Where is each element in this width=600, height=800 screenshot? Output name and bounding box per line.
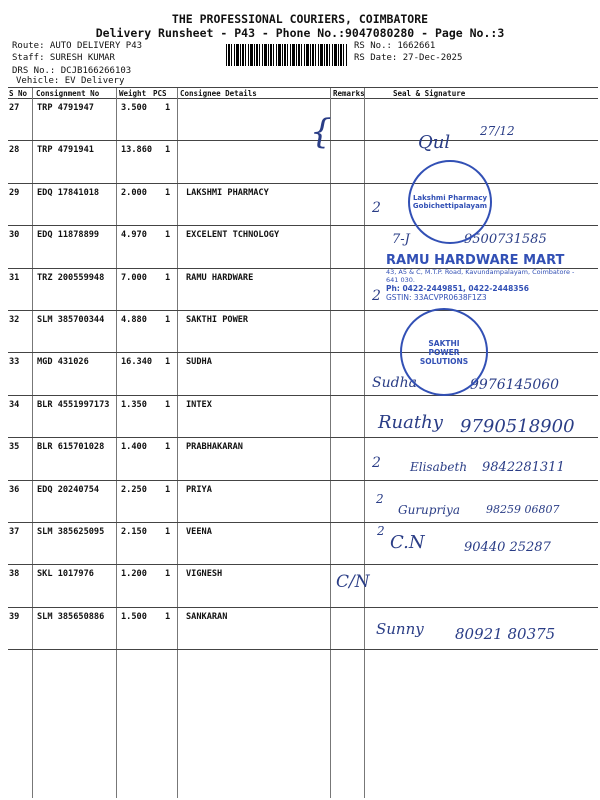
row-sno: 27 <box>9 103 20 113</box>
row-consignee: PRABHAKARAN <box>186 442 243 453</box>
row-sno: 34 <box>9 399 20 410</box>
row-pcs: 1 <box>165 145 171 156</box>
row-weight: 4.970 <box>121 230 147 241</box>
row-weight: 13.860 <box>121 145 153 156</box>
col-pcs: PCS <box>153 89 167 98</box>
ramu-stamp-address: 43, A5 & C, M.T.P. Road, Kavundampalayam, Coimbatore - 641 030. <box>386 268 575 284</box>
row-pcs: 1 <box>165 272 171 283</box>
row-sno: 32 <box>9 315 20 325</box>
row-sno: 38 <box>9 569 20 580</box>
row-divider <box>8 607 598 608</box>
handwritten-mark: 2 <box>372 455 381 471</box>
handwritten-phone-36: 98259 06807 <box>486 503 560 516</box>
ramu-stamp-name: RAMU HARDWARE MART <box>386 253 565 268</box>
handwritten-mark: 2 <box>377 524 385 538</box>
rs-number: RS No.: 1662661 <box>354 41 436 51</box>
row-consignee: VIGNESH <box>186 569 223 580</box>
row-divider <box>8 395 598 396</box>
row-weight: 1.500 <box>121 611 147 622</box>
row-sno: 30 <box>9 230 20 241</box>
col-weight: Weight <box>119 89 147 98</box>
signature-39: Sunny <box>376 620 424 638</box>
row-sno: 31 <box>9 272 20 283</box>
row-consignment: EDQ 20240754 <box>37 484 100 495</box>
row-consignment: BLR 4551997173 <box>37 399 110 410</box>
drs-number: DRS No.: DCJB166266103 <box>12 66 132 76</box>
handwritten-mark: 2 <box>372 288 381 304</box>
handwritten-phone-33: 9976145060 <box>470 377 560 393</box>
row-weight: 4.880 <box>121 315 147 325</box>
col-remarks: Remarks <box>333 89 365 98</box>
route-label: Route: AUTO DELIVERY P43 <box>12 41 143 51</box>
row-pcs: 1 <box>165 187 171 198</box>
row-divider <box>8 140 598 141</box>
signature-30: 7-J <box>392 232 410 247</box>
row-consignee: SANKARAN <box>186 611 228 622</box>
row-consignment: SLM 385650886 <box>37 611 105 622</box>
row-sno: 35 <box>9 442 20 453</box>
handwritten-phone-30: 9500731585 <box>464 232 547 247</box>
sakthi-power-stamp <box>400 308 488 396</box>
row-weight: 3.500 <box>121 103 147 113</box>
col-seal: Seal & Signature <box>393 89 466 98</box>
column-divider <box>177 88 178 798</box>
row-consignment: MGD 431026 <box>37 357 89 368</box>
row-weight: 1.200 <box>121 569 147 580</box>
row-pcs: 1 <box>165 399 171 410</box>
row-weight: 2.150 <box>121 527 147 537</box>
row-weight: 2.000 <box>121 187 147 198</box>
row-weight: 2.250 <box>121 484 147 495</box>
handwritten-date: 27/12 <box>480 124 515 138</box>
staff-label: Staff: SURESH KUMAR <box>12 53 115 63</box>
row-consignee: EXCELENT TCHNOLOGY <box>186 230 280 241</box>
row-consignee: PRIYA <box>186 484 212 495</box>
handwritten-mark: { <box>310 112 332 152</box>
pharmacy-stamp <box>408 160 492 244</box>
row-consignment: EDQ 11878899 <box>37 230 100 241</box>
sakthi-stamp-text: SAKTHI POWER SOLUTIONS <box>419 338 469 366</box>
runsheet-title: Delivery Runsheet - P43 - Phone No.:9047080280 - Page No.:3 <box>95 26 505 40</box>
signature-37: C.N <box>390 532 425 553</box>
row-consignee: LAKSHMI PHARMACY <box>186 187 269 198</box>
col-sno: S No <box>9 89 28 98</box>
row-pcs: 1 <box>165 527 171 537</box>
row-weight: 1.350 <box>121 399 147 410</box>
row-sno: 33 <box>9 357 20 368</box>
barcode <box>226 44 348 66</box>
remark-38: C/N <box>336 572 370 592</box>
row-divider <box>8 522 598 523</box>
column-divider <box>364 88 365 798</box>
row-pcs: 1 <box>165 103 171 113</box>
row-sno: 36 <box>9 484 20 495</box>
row-consignment: TRZ 200559948 <box>37 272 105 283</box>
signature-34: Ruathy <box>378 412 443 433</box>
ramu-hardware-stamp <box>386 253 586 302</box>
row-pcs: 1 <box>165 357 171 368</box>
row-pcs: 1 <box>165 611 171 622</box>
row-weight: 16.340 <box>121 357 153 368</box>
handwritten-mark: 2 <box>376 492 384 506</box>
row-divider <box>8 649 598 650</box>
column-divider <box>32 88 33 798</box>
pharmacy-stamp-text: Lakshmi Pharmacy Gobichettipalayam <box>412 194 488 210</box>
handwritten-mark: 2 <box>372 200 381 216</box>
ramu-stamp-phone: Ph: 0422-2449851, 0422-2448356 <box>386 284 529 293</box>
row-sno: 37 <box>9 527 20 537</box>
column-divider <box>116 88 117 798</box>
row-divider <box>8 437 598 438</box>
row-consignment: TRP 4791941 <box>37 145 94 156</box>
vehicle-label: Vehicle: EV Delivery <box>16 76 125 86</box>
row-pcs: 1 <box>165 569 171 580</box>
handwritten-phone-37: 90440 25287 <box>464 540 551 555</box>
row-divider <box>8 480 598 481</box>
row-divider <box>8 352 598 353</box>
row-sno: 29 <box>9 187 20 198</box>
table-top-rule <box>8 87 598 88</box>
signature-28: Qul <box>418 132 451 153</box>
row-consignee: RAMU HARDWARE <box>186 272 254 283</box>
row-consignment: BLR 615701028 <box>37 442 105 453</box>
row-divider <box>8 183 598 184</box>
signature-36: Gurupriya <box>398 503 460 517</box>
row-consignee: INTEX <box>186 399 212 410</box>
row-weight: 1.400 <box>121 442 147 453</box>
row-consignment: SLM 385700344 <box>37 315 105 325</box>
column-divider <box>330 88 331 798</box>
row-divider <box>8 225 598 226</box>
row-pcs: 1 <box>165 484 171 495</box>
row-consignment: EDQ 17841018 <box>37 187 100 198</box>
row-pcs: 1 <box>165 442 171 453</box>
signature-35: Elisabeth <box>410 460 468 474</box>
handwritten-phone-34: 9790518900 <box>460 416 575 437</box>
row-sno: 39 <box>9 611 20 622</box>
row-consignee: VEENA <box>186 527 212 537</box>
row-consignee: SUDHA <box>186 357 212 368</box>
table-header-rule <box>8 98 598 99</box>
row-pcs: 1 <box>165 230 171 241</box>
handwritten-phone-35: 9842281311 <box>482 460 565 475</box>
row-pcs: 1 <box>165 315 171 325</box>
row-divider <box>8 310 598 311</box>
row-divider <box>8 564 598 565</box>
row-weight: 7.000 <box>121 272 147 283</box>
company-title: THE PROFESSIONAL COURIERS, COIMBATORE <box>171 12 429 26</box>
col-consignee: Consignee Details <box>180 89 257 98</box>
row-consignment: SKL 1017976 <box>37 569 94 580</box>
ramu-stamp-gstin: GSTIN: 33ACVPR0638F1Z3 <box>386 293 487 302</box>
handwritten-phone-39: 80921 80375 <box>455 625 556 643</box>
row-consignment: SLM 385625095 <box>37 527 105 537</box>
row-consignee: SAKTHI POWER <box>186 315 249 325</box>
row-consignment: TRP 4791947 <box>37 103 94 113</box>
col-consignment: Consignment No <box>36 89 100 98</box>
rs-date: RS Date: 27-Dec-2025 <box>354 53 463 63</box>
row-sno: 28 <box>9 145 20 156</box>
signature-33: Sudha <box>372 375 417 391</box>
